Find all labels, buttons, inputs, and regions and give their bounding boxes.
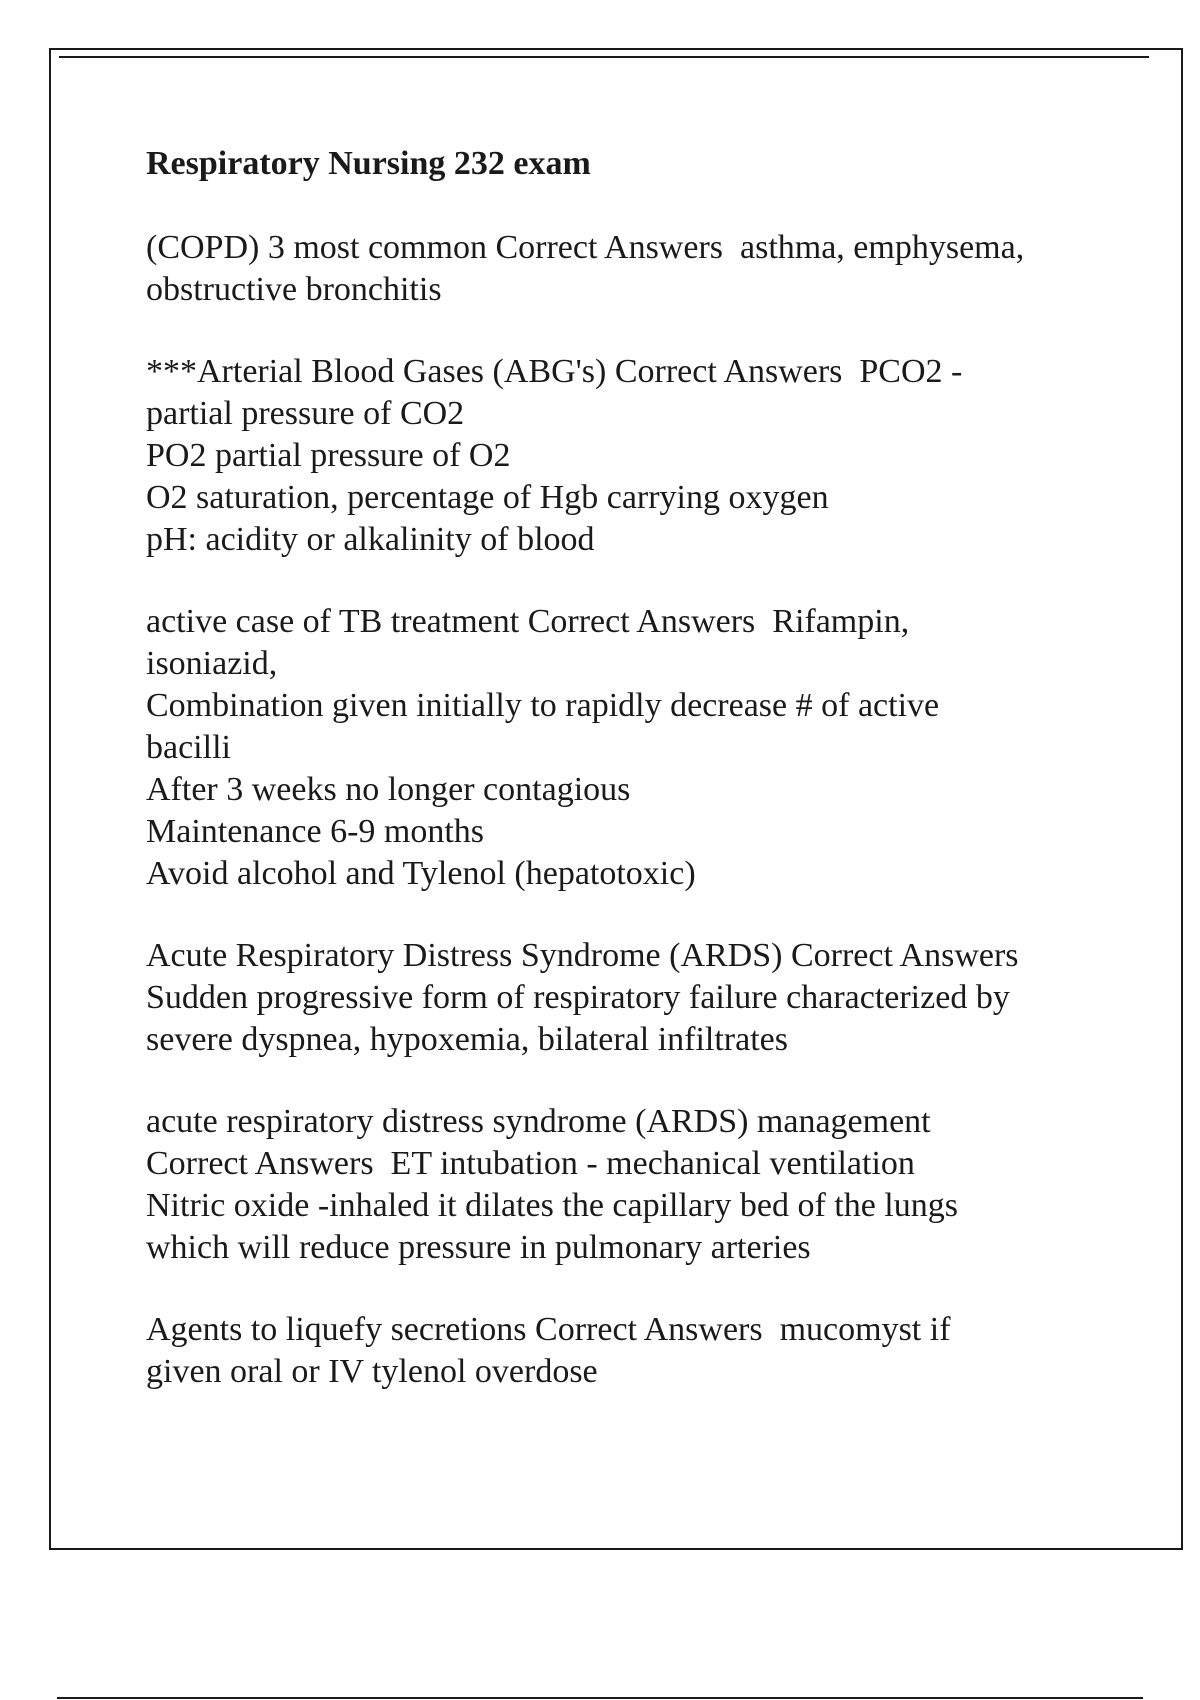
document-title: Respiratory Nursing 232 exam bbox=[146, 145, 591, 182]
qa-line: bacilli bbox=[146, 729, 231, 766]
qa-line: ***Arterial Blood Gases (ABG's) Correct Answers PCO2 - bbox=[146, 353, 963, 390]
qa-line: Combination given initially to rapidly decrease # of active bbox=[146, 687, 940, 724]
qa-line: PO2 partial pressure of O2 bbox=[146, 437, 511, 474]
qa-item-ards bbox=[146, 935, 1106, 1061]
qa-line: O2 saturation, percentage of Hgb carrying oxygen bbox=[146, 479, 829, 516]
qa-line: acute respiratory distress syndrome (ARDS) management bbox=[146, 1103, 931, 1140]
qa-line: Agents to liquefy secretions Correct Answers mucomyst if bbox=[146, 1311, 951, 1348]
document-content bbox=[146, 143, 1106, 1433]
qa-line: (COPD) 3 most common Correct Answers asthma, emphysema, bbox=[146, 229, 1025, 266]
qa-line: pH: acidity or alkalinity of blood bbox=[146, 521, 595, 558]
qa-line: obstructive bronchitis bbox=[146, 271, 442, 308]
qa-item-abg bbox=[146, 351, 1106, 561]
top-rule bbox=[59, 56, 1149, 58]
qa-line: severe dyspnea, hypoxemia, bilateral infiltrates bbox=[146, 1021, 788, 1058]
qa-line: isoniazid, bbox=[146, 645, 278, 682]
qa-item-tb-treatment bbox=[146, 601, 1106, 895]
qa-item-copd bbox=[146, 227, 1106, 311]
qa-item-ards-management bbox=[146, 1101, 1106, 1269]
qa-line: which will reduce pressure in pulmonary arteries bbox=[146, 1229, 811, 1266]
qa-line: partial pressure of CO2 bbox=[146, 395, 465, 432]
qa-line: Maintenance 6-9 months bbox=[146, 813, 485, 850]
qa-line: given oral or IV tylenol overdose bbox=[146, 1353, 598, 1390]
qa-line: Correct Answers ET intubation - mechanical ventilation bbox=[146, 1145, 915, 1182]
qa-line: Avoid alcohol and Tylenol (hepatotoxic) bbox=[146, 855, 696, 892]
bottom-rule bbox=[57, 1697, 1143, 1699]
qa-line: active case of TB treatment Correct Answers Rifampin, bbox=[146, 603, 910, 640]
qa-line: Nitric oxide -inhaled it dilates the capillary bed of the lungs bbox=[146, 1187, 958, 1224]
qa-line: After 3 weeks no longer contagious bbox=[146, 771, 631, 808]
qa-line: Acute Respiratory Distress Syndrome (ARDS) Correct Answers bbox=[146, 937, 1019, 974]
qa-item-liquefy-secretions bbox=[146, 1309, 1106, 1393]
qa-line: Sudden progressive form of respiratory failure characterized by bbox=[146, 979, 1010, 1016]
